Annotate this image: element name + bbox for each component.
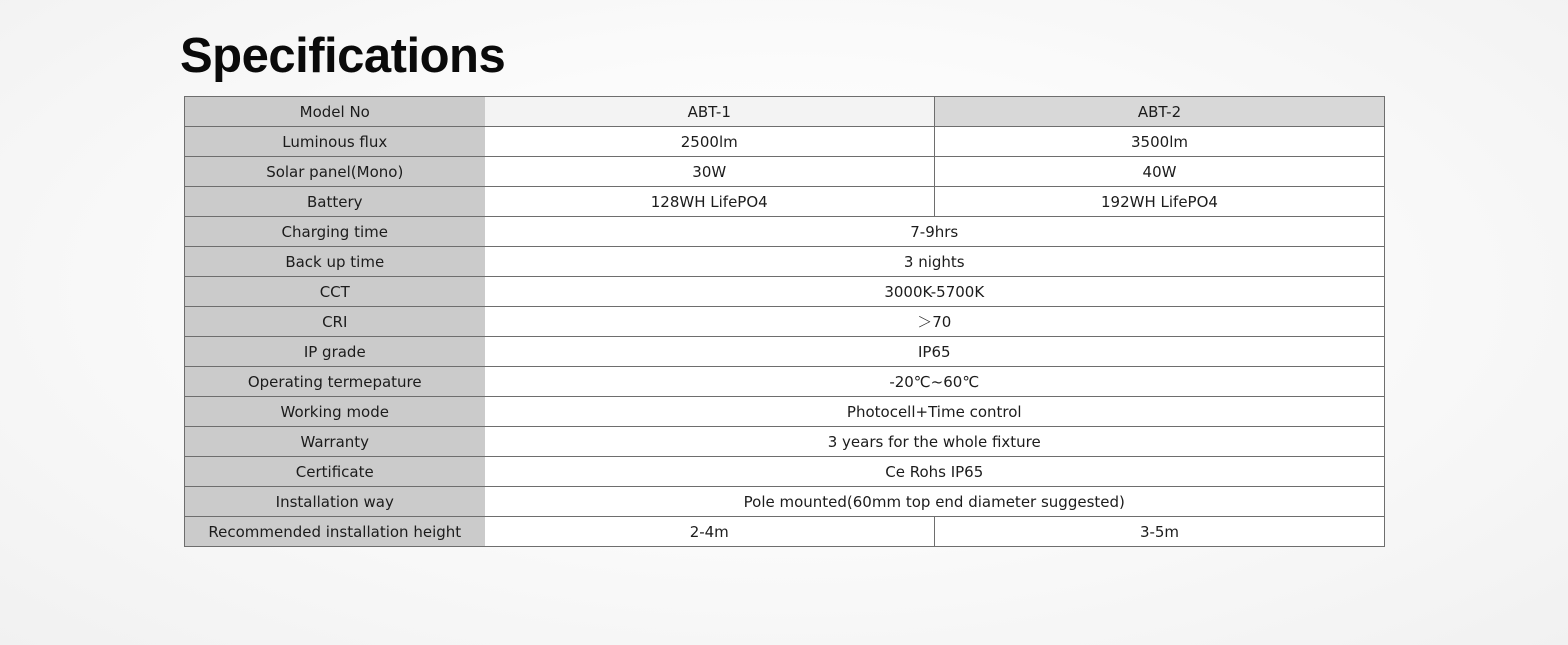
cell-shared: IP65 [485,337,1385,367]
cell-abt-1: ABT-1 [485,97,935,127]
cell-abt-2: 3-5m [935,517,1385,547]
table-row-operating-temperature [185,367,1385,397]
row-label: CRI [185,307,485,337]
cell-shared: Pole mounted(60mm top end diameter suggested) [485,487,1385,517]
row-label: CCT [185,277,485,307]
table-row-solar-panel [185,157,1385,187]
cell-shared: Ce Rohs IP65 [485,457,1385,487]
row-label: Battery [185,187,485,217]
cell-abt-2: 40W [935,157,1385,187]
table-row-cri [185,307,1385,337]
table-row-warranty [185,427,1385,457]
row-label: Model No [185,97,485,127]
table-row-battery [185,187,1385,217]
table-row-model-no [185,97,1385,127]
cell-shared: 3 nights [485,247,1385,277]
row-label: Installation way [185,487,485,517]
cell-abt-2: 3500lm [935,127,1385,157]
table-row-charging-time [185,217,1385,247]
cell-shared: 3 years for the whole fixture [485,427,1385,457]
cell-abt-2: ABT-2 [935,97,1385,127]
row-label: Recommended installation height [185,517,485,547]
table-row-working-mode [185,397,1385,427]
row-label: Operating termepature [185,367,485,397]
table-row-luminous-flux [185,127,1385,157]
row-label: Solar panel(Mono) [185,157,485,187]
cell-shared: 3000K-5700K [485,277,1385,307]
table-row-cct [185,277,1385,307]
cell-shared: Photocell+Time control [485,397,1385,427]
specifications-table [184,96,1385,547]
row-label: Back up time [185,247,485,277]
cell-abt-1: 128WH LifePO4 [485,187,935,217]
cell-shared: 7-9hrs [485,217,1385,247]
cell-abt-1: 2-4m [485,517,935,547]
table-row-back-up-time [185,247,1385,277]
cell-shared: -20℃~60℃ [485,367,1385,397]
row-label: Charging time [185,217,485,247]
row-label: Working mode [185,397,485,427]
row-label: Luminous flux [185,127,485,157]
page-title: Specifications [180,29,506,83]
cell-abt-1: 2500lm [485,127,935,157]
cell-shared: ＞70 [485,307,1385,337]
cell-abt-1: 30W [485,157,935,187]
table-row-installation-height [185,517,1385,547]
table-row-installation-way [185,487,1385,517]
cell-abt-2: 192WH LifePO4 [935,187,1385,217]
row-label: Warranty [185,427,485,457]
table-row-certificate [185,457,1385,487]
row-label: Certificate [185,457,485,487]
row-label: IP grade [185,337,485,367]
table-row-ip-grade [185,337,1385,367]
